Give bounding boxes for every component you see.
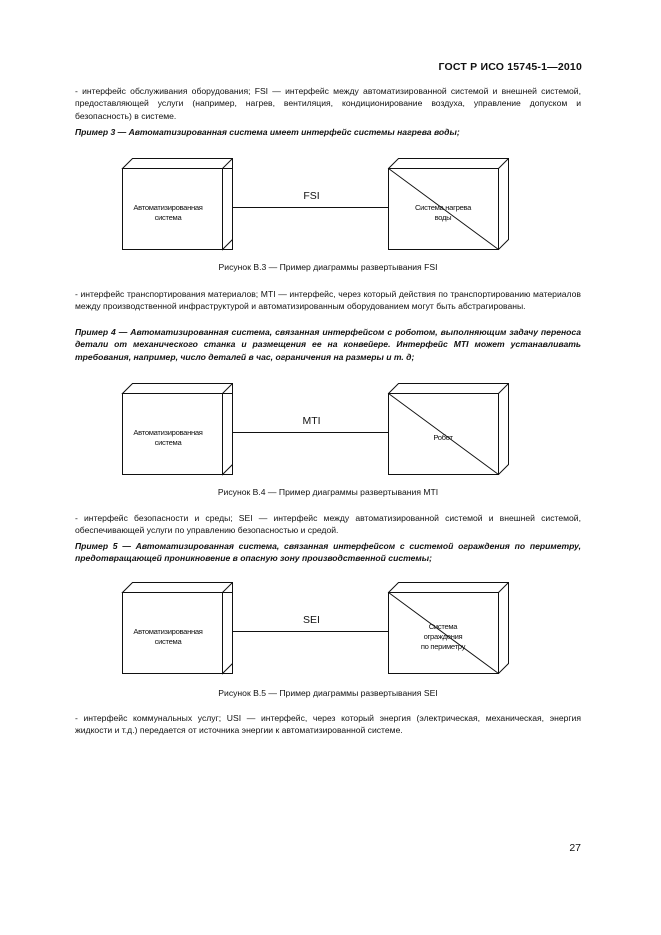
figure-b5-diagram — [113, 580, 523, 684]
interface-label: MTI — [302, 415, 321, 427]
example-3: Пример 3 — Автоматизированная система имеет интерфейс системы нагрева воды; — [75, 127, 460, 137]
interface-label: SEI — [303, 614, 320, 626]
figure-b3-diagram — [113, 156, 523, 260]
water-heating-node — [382, 156, 492, 246]
node-label: Робот — [433, 433, 453, 442]
page-number: 27 — [569, 842, 581, 854]
node-label: Автоматизированная система — [133, 428, 203, 447]
node-label: Автоматизированная система — [133, 627, 203, 646]
perimeter-fence-node — [382, 580, 492, 670]
connector-line — [232, 631, 391, 632]
figure-b4-caption: Рисунок В.4 — Пример диаграммы развертывания MTI — [217, 487, 439, 497]
interface-label: FSI — [303, 190, 320, 202]
figure-b5-caption: Рисунок В.5 — Пример диаграммы развертывания SEI — [218, 688, 438, 698]
node-label: Система ограждения по периметру — [420, 622, 466, 651]
figure-b4-diagram — [113, 381, 523, 485]
robot-node — [382, 381, 492, 471]
automated-system-node — [113, 156, 223, 246]
example-5: Пример 5 — Автоматизированная система, связанная интерфейсом с системой ограждения по периметру, предотвращающей проникновение в опасную зону производственной системы; — [75, 541, 581, 564]
figure-b3-caption: Рисунок В.3 — Пример диаграммы развертывания FSI — [218, 262, 438, 272]
automated-system-node — [113, 381, 223, 471]
sei-definition: - интерфейс безопасности и среды; SEI — интерфейс между автоматизированной системой и внешней системой, обеспечивающей услуги по управлению безопасностью и средой. — [75, 513, 581, 536]
mti-definition: - интерфейс транспортирования материалов; MTI — интерфейс, через который действия по транспортированию материалов между производственной инфраструктурой и автоматизированным оборудованием могут быть абстрагированы. — [75, 289, 581, 312]
example-4: Пример 4 — Автоматизированная система, связанная интерфейсом с роботом, выполняющим задачу переноса детали от механического станка и размещения ее на конвейере. Интерфейс MTI может устанавливать требования, например, число деталей в час, ограничения на размеры и т. д; — [75, 327, 581, 362]
node-label: Автоматизированная система — [133, 203, 203, 222]
fsi-definition: - интерфейс обслуживания оборудования; FSI — интерфейс между автоматизированной системой и внешней системой, предоставляющей услуги (например, нагрев, вентиляция, кондиционирование воздуха, управление допуском и безопасность) в системе. — [75, 86, 581, 121]
document-number: ГОСТ Р ИСО 15745-1—2010 — [438, 61, 582, 73]
connector-line — [232, 207, 391, 208]
node-label: Система нагрева воды — [415, 203, 471, 222]
usi-definition: - интерфейс коммунальных услуг; USI — интерфейс, через который энергия (электрическая, механическая, энергия жидкости и т.д.) передается от источника энергии к автоматизированной системе. — [75, 713, 581, 736]
automated-system-node — [113, 580, 223, 670]
connector-line — [232, 432, 391, 433]
